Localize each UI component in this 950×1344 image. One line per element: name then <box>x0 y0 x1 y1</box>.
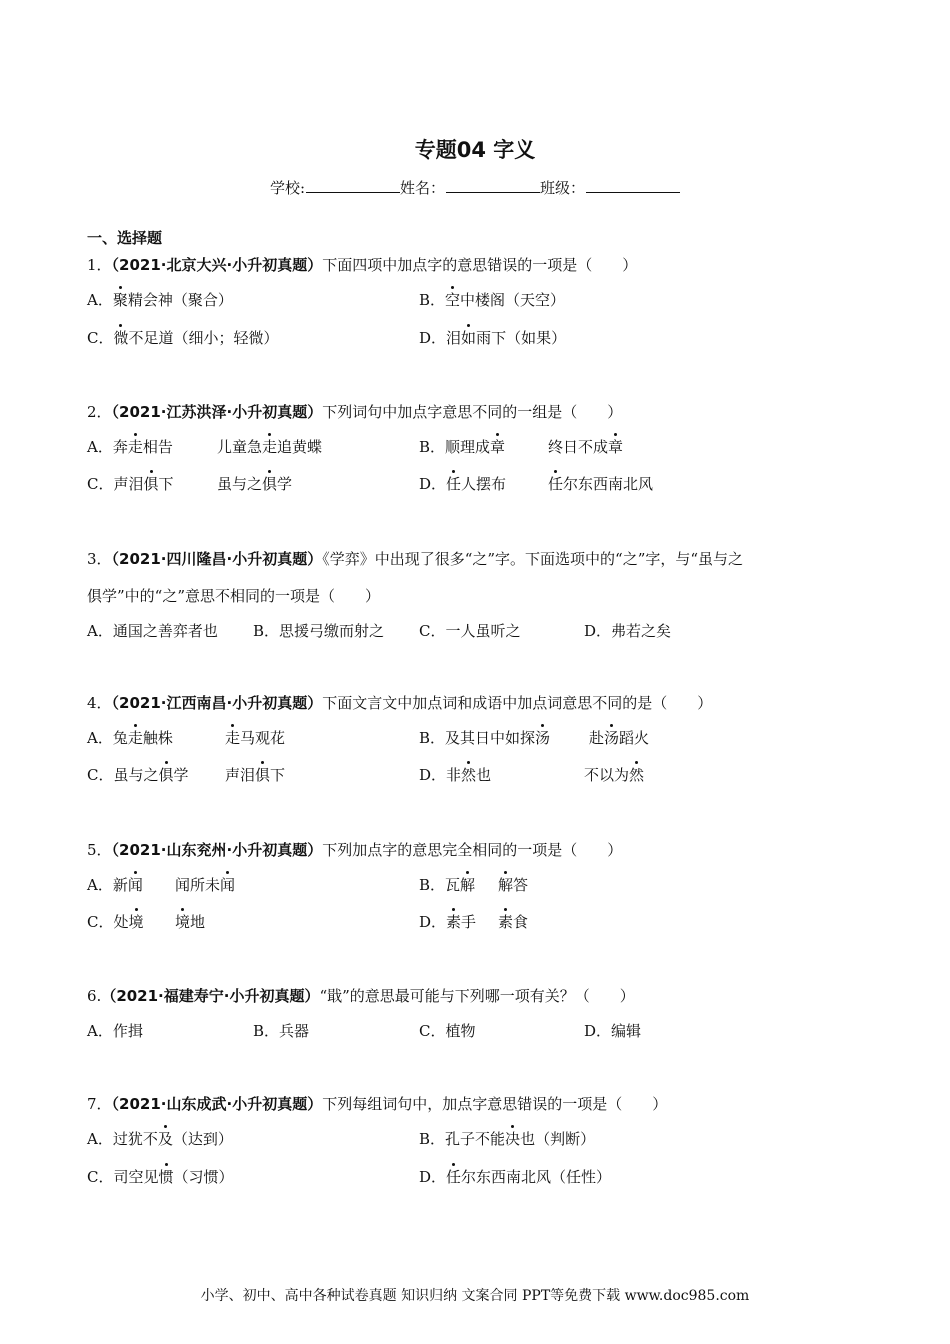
name-label: 姓名： <box>400 179 446 197</box>
class-label: 班级： <box>540 179 586 197</box>
dotted-char: 然 <box>629 766 645 784</box>
dotted-char: 走 <box>127 729 143 747</box>
q7-option-c[interactable]: C．司空见惯（习惯） <box>87 1168 234 1186</box>
question-number: 2． <box>87 403 112 421</box>
question-2-stem <box>87 401 622 422</box>
dotted-char: 俱 <box>158 766 174 784</box>
q7-option-d[interactable]: D．任尔东西南北风（任性） <box>419 1168 612 1186</box>
question-4-stem <box>87 692 712 713</box>
dotted-char: 汤 <box>535 729 551 747</box>
dotted-char: 章 <box>490 438 506 456</box>
q2-option-c[interactable]: C．声泪俱下 <box>87 475 174 493</box>
q4-option-c-second: 声泪俱下 <box>225 766 286 784</box>
question-text: 下列加点字的意思完全相同的一项是（ ） <box>322 841 623 859</box>
name-blank[interactable] <box>446 178 540 193</box>
dotted-char: 惯 <box>158 1168 174 1186</box>
q3-option-a[interactable]: A．通国之善弈者也 <box>87 622 218 640</box>
question-text: 下列每组词句中，加点字意思错误的一项是（ ） <box>322 1095 668 1113</box>
q5-option-c[interactable]: C．处境 <box>87 913 144 931</box>
q2-option-d-second: 任尔东西南北风 <box>548 475 654 493</box>
q4-option-d[interactable]: D．非然也 <box>419 766 492 784</box>
page-title: 专题04 字义 <box>414 138 536 162</box>
question-source: （2021·山东兖州·小升初真题） <box>111 841 323 859</box>
q7-option-a[interactable]: A．过犹不及（达到） <box>87 1130 233 1148</box>
q6-option-d[interactable]: D．编辑 <box>584 1022 642 1040</box>
q4-option-a[interactable]: A．兔走触株 <box>87 729 173 747</box>
question-number: 3． <box>87 550 112 568</box>
question-text: 《学弈》中出现了很多“之”字。下面选项中的“之”字，与“虽与之 <box>322 550 744 568</box>
question-3-stem-line2: 俱学”中的“之”意思不相同的一项是（ ） <box>87 587 381 605</box>
dotted-char: 汤 <box>604 729 620 747</box>
dotted-char: 境 <box>175 913 191 931</box>
q6-option-a[interactable]: A．作揖 <box>87 1022 143 1040</box>
question-source: （2021·福建寿宁·小升初真题） <box>101 987 320 1005</box>
q1-option-a[interactable]: A．聚精会神（聚合） <box>87 291 233 309</box>
q4-option-d-second: 不以为然 <box>584 766 645 784</box>
q4-option-a-second: 走马观花 <box>225 729 286 747</box>
dotted-char: 闻 <box>127 876 143 894</box>
dotted-char: 俱 <box>143 475 159 493</box>
q3-option-d[interactable]: D．弗若之矣 <box>584 622 672 640</box>
dotted-char: 空 <box>445 291 461 309</box>
question-6-stem <box>87 985 635 1006</box>
student-info-line <box>0 177 950 198</box>
dotted-char: 聚 <box>112 291 128 309</box>
dotted-char: 俱 <box>255 766 271 784</box>
q1-option-c[interactable]: C．微不足道（细小；轻微） <box>87 329 279 347</box>
q5-option-c-second: 境地 <box>175 913 206 931</box>
q2-option-a-second: 儿童急走追黄蝶 <box>217 438 323 456</box>
q4-option-b[interactable]: B．及其日中如探汤 <box>419 729 551 747</box>
q4-option-b-second: 赴汤蹈火 <box>589 729 650 747</box>
dotted-char: 任 <box>446 1168 462 1186</box>
dotted-char: 及 <box>157 1130 173 1148</box>
question-3-stem <box>87 548 743 569</box>
q1-option-b[interactable]: B．空中楼阁（天空） <box>419 291 566 309</box>
q5-option-b-second: 解答 <box>498 876 529 894</box>
q5-option-a[interactable]: A．新闻 <box>87 876 143 894</box>
dotted-char: 章 <box>608 438 624 456</box>
question-text: 下面文言文中加点词和成语中加点词意思不同的是（ ） <box>322 694 713 712</box>
dotted-char: 如 <box>461 329 477 347</box>
question-text: 下列词句中加点字意思不同的一组是（ ） <box>322 403 623 421</box>
q2-option-a[interactable]: A．奔走相告 <box>87 438 173 456</box>
question-number: 1． <box>87 256 112 274</box>
q2-option-d[interactable]: D．任人摆布 <box>419 475 507 493</box>
dotted-char: 闻 <box>220 876 236 894</box>
question-number: 6. <box>87 987 102 1005</box>
q5-option-b[interactable]: B．瓦解 <box>419 876 476 894</box>
dotted-char: 走 <box>262 438 278 456</box>
question-text: “戢”的意思最可能与下列哪一项有关？（ ） <box>319 987 635 1005</box>
q2-option-b-second: 终日不成章 <box>548 438 624 456</box>
question-1-stem <box>87 254 637 275</box>
dotted-char: 素 <box>498 913 514 931</box>
question-source: （2021·江西南昌·小升初真题） <box>111 694 323 712</box>
dotted-char: 俱 <box>262 475 278 493</box>
question-source: （2021·北京大兴·小升初真题） <box>111 256 323 274</box>
question-source: （2021·江苏洪泽·小升初真题） <box>111 403 323 421</box>
dotted-char: 微 <box>113 329 129 347</box>
q5-option-d[interactable]: D．素手 <box>419 913 477 931</box>
dotted-char: 境 <box>128 913 144 931</box>
question-number: 4． <box>87 694 112 712</box>
dotted-char: 然 <box>461 766 477 784</box>
question-number: 5． <box>87 841 112 859</box>
question-5-stem <box>87 839 622 860</box>
section-heading: 一、选择题 <box>87 229 163 247</box>
q4-option-c[interactable]: C．虽与之俱学 <box>87 766 189 784</box>
class-blank[interactable] <box>586 178 680 193</box>
dotted-char: 素 <box>446 913 462 931</box>
dotted-char: 解 <box>460 876 476 894</box>
dotted-char: 任 <box>548 475 564 493</box>
dotted-char: 走 <box>127 438 143 456</box>
q7-option-b[interactable]: B．孔子不能决也（判断） <box>419 1130 596 1148</box>
school-blank[interactable] <box>306 178 400 193</box>
page-footer: 小学、初中、高中各种试卷真题 知识归纳 文案合同 PPT等免费下载 www.doc985.com <box>200 1288 750 1304</box>
dotted-char: 走 <box>225 729 241 747</box>
q3-option-c[interactable]: C．一人虽听之 <box>419 622 521 640</box>
q1-option-d[interactable]: D．泪如雨下（如果） <box>419 329 567 347</box>
q5-option-d-second: 素食 <box>498 913 529 931</box>
dotted-char: 解 <box>498 876 514 894</box>
question-number: 7． <box>87 1095 112 1113</box>
dotted-char: 决 <box>505 1130 521 1148</box>
q6-option-c[interactable]: C．植物 <box>419 1022 476 1040</box>
question-text: 下面四项中加点字的意思错误的一项是（ ） <box>322 256 638 274</box>
q6-option-b[interactable]: B．兵器 <box>253 1022 310 1040</box>
q2-option-c-second: 虽与之俱学 <box>217 475 293 493</box>
question-source: （2021·山东成武·小升初真题） <box>111 1095 323 1113</box>
question-7-stem <box>87 1093 667 1114</box>
q2-option-b[interactable]: B．顺理成章 <box>419 438 506 456</box>
question-source: （2021·四川隆昌·小升初真题） <box>111 550 323 568</box>
dotted-char: 任 <box>446 475 462 493</box>
school-label: 学校: <box>269 179 306 197</box>
q3-option-b[interactable]: B．思援弓缴而射之 <box>253 622 385 640</box>
q5-option-a-second: 闻所未闻 <box>175 876 236 894</box>
